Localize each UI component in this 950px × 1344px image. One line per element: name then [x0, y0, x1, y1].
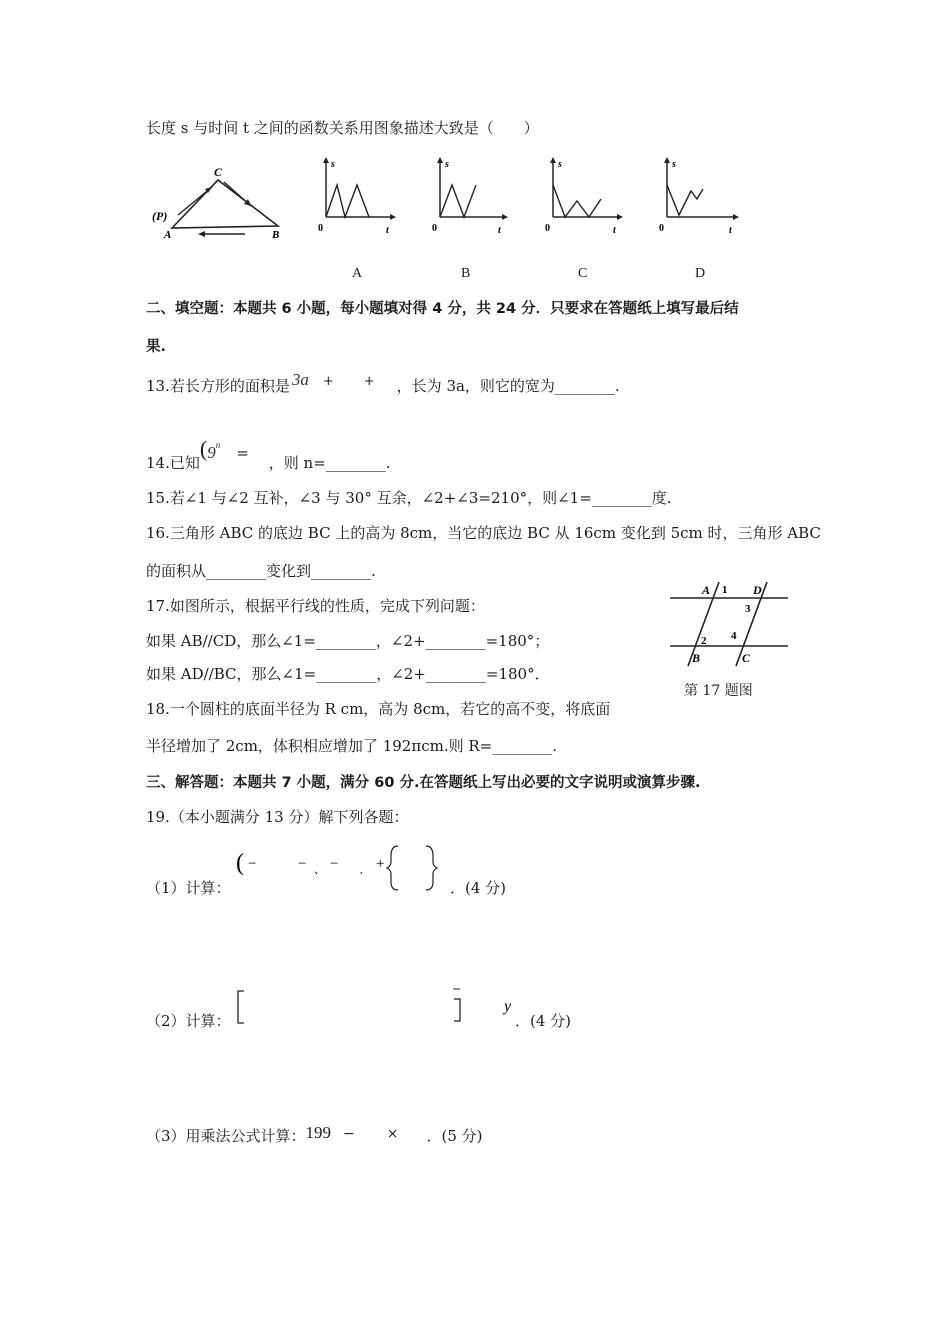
- svg-text:0: 0: [659, 223, 664, 234]
- svg-text:,: ,: [360, 865, 363, 876]
- svg-text:0: 0: [432, 223, 437, 234]
- q17-stem: 17.如图所示，根据平行线的性质，完成下列问题：: [146, 597, 485, 615]
- q17-line2: 如果 AD//BC，那么∠1=________，∠2+________=180°．: [146, 665, 550, 683]
- section2-heading-2: 果.: [146, 339, 167, 355]
- svg-text:B: B: [692, 651, 701, 665]
- svg-text:0: 0: [318, 223, 323, 234]
- svg-text:t: t: [613, 225, 616, 235]
- section2-heading-1: 二、填空题：本题共 6 小题，每小题填对得 4 分，共 24 分．只要求在答题纸上填写最后结: [146, 301, 739, 317]
- option-label-d: D: [695, 266, 706, 281]
- svg-text:C: C: [742, 651, 751, 665]
- svg-text:2: 2: [701, 635, 707, 647]
- svg-text:y: y: [504, 998, 512, 1015]
- svg-text:s: s: [672, 159, 676, 170]
- svg-text:s: s: [445, 159, 449, 170]
- q16-line2: 的面积从________变化到________.: [146, 562, 376, 580]
- q19-stem: 19.（本小题满分 13 分）解下列各题：: [146, 808, 409, 826]
- svg-text:−: −: [330, 856, 339, 872]
- q14: 14.已知($9^n$ =，则 n=________.: [146, 436, 391, 472]
- svg-text:s: s: [558, 159, 562, 170]
- option-label-c: C: [578, 266, 588, 281]
- q15: 15.若∠1 与∠2 互补，∠3 与 30° 互余，∠2+∠3=210°，则∠1=________度.: [146, 489, 672, 507]
- q19-part1-label: （1）计算：: [146, 879, 231, 897]
- q16-line1: 16.三角形 ABC 的底边 BC 上的高为 8cm，当它的底边 BC 从 16cm 变化到 5cm 时，三角形 ABC: [146, 524, 821, 542]
- graph-d: [655, 155, 745, 235]
- svg-text:s: s: [331, 159, 335, 170]
- svg-text:1: 1: [722, 584, 728, 596]
- q17-figure: [664, 576, 794, 668]
- svg-text:t: t: [729, 225, 732, 235]
- q17-line1: 如果 AB//CD，那么∠1=________，∠2+________=180°；: [146, 632, 550, 650]
- graph-a: [314, 155, 400, 235]
- triangle-label-b: B: [272, 229, 280, 240]
- q19-part2-score: ．(4 分): [515, 1012, 572, 1030]
- section3-heading: 三、解答题：本题共 7 小题，满分 60 分.在答题纸上写出必要的文字说明或演算步骤.: [146, 775, 701, 791]
- q19-part3: （3）用乘法公式计算：199 − × ．(5 分): [146, 1123, 483, 1145]
- svg-text:4: 4: [731, 630, 737, 642]
- q12-triangle-figure: [150, 160, 290, 240]
- svg-text:t: t: [386, 225, 389, 235]
- option-label-a: A: [352, 266, 363, 281]
- q19-part2-expression: [232, 985, 532, 1035]
- q17-figure-caption: 第 17 题图: [684, 683, 753, 699]
- graph-c: [541, 155, 627, 235]
- q13: 13.若长方形的面积是 3a + + ，长为 3a，则它的宽为________.: [146, 370, 620, 395]
- svg-text:−: −: [298, 856, 307, 872]
- svg-text:+: +: [376, 856, 385, 872]
- graph-b: [428, 155, 514, 235]
- triangle-label-a: A: [164, 229, 172, 240]
- triangle-label-p: (P): [152, 209, 168, 223]
- q18-line1: 18.一个圆柱的底面半径为 R cm，高为 8cm，若它的高不变，将底面: [146, 700, 611, 718]
- q18-line2: 半径增加了 2cm，体积相应增加了 192πcm.则 R=________.: [146, 737, 557, 755]
- q19-part1-score: ．(4 分): [450, 879, 507, 897]
- option-label-b: B: [461, 266, 471, 281]
- svg-text:t: t: [498, 225, 501, 235]
- q12-stem: 长度 s 与时间 t 之间的函数关系用图象描述大致是（ ）: [146, 119, 539, 137]
- triangle-label-c: C: [214, 165, 223, 179]
- svg-text:3: 3: [745, 603, 751, 615]
- svg-text:−: −: [248, 856, 257, 872]
- svg-text:(: (: [236, 850, 244, 876]
- svg-text:D: D: [753, 583, 762, 597]
- svg-text:A: A: [702, 583, 711, 597]
- q19-part1-expression: [232, 840, 442, 896]
- svg-text:、: 、: [314, 864, 325, 876]
- svg-text:0: 0: [545, 223, 550, 234]
- q19-part2-label: （2）计算：: [146, 1012, 231, 1030]
